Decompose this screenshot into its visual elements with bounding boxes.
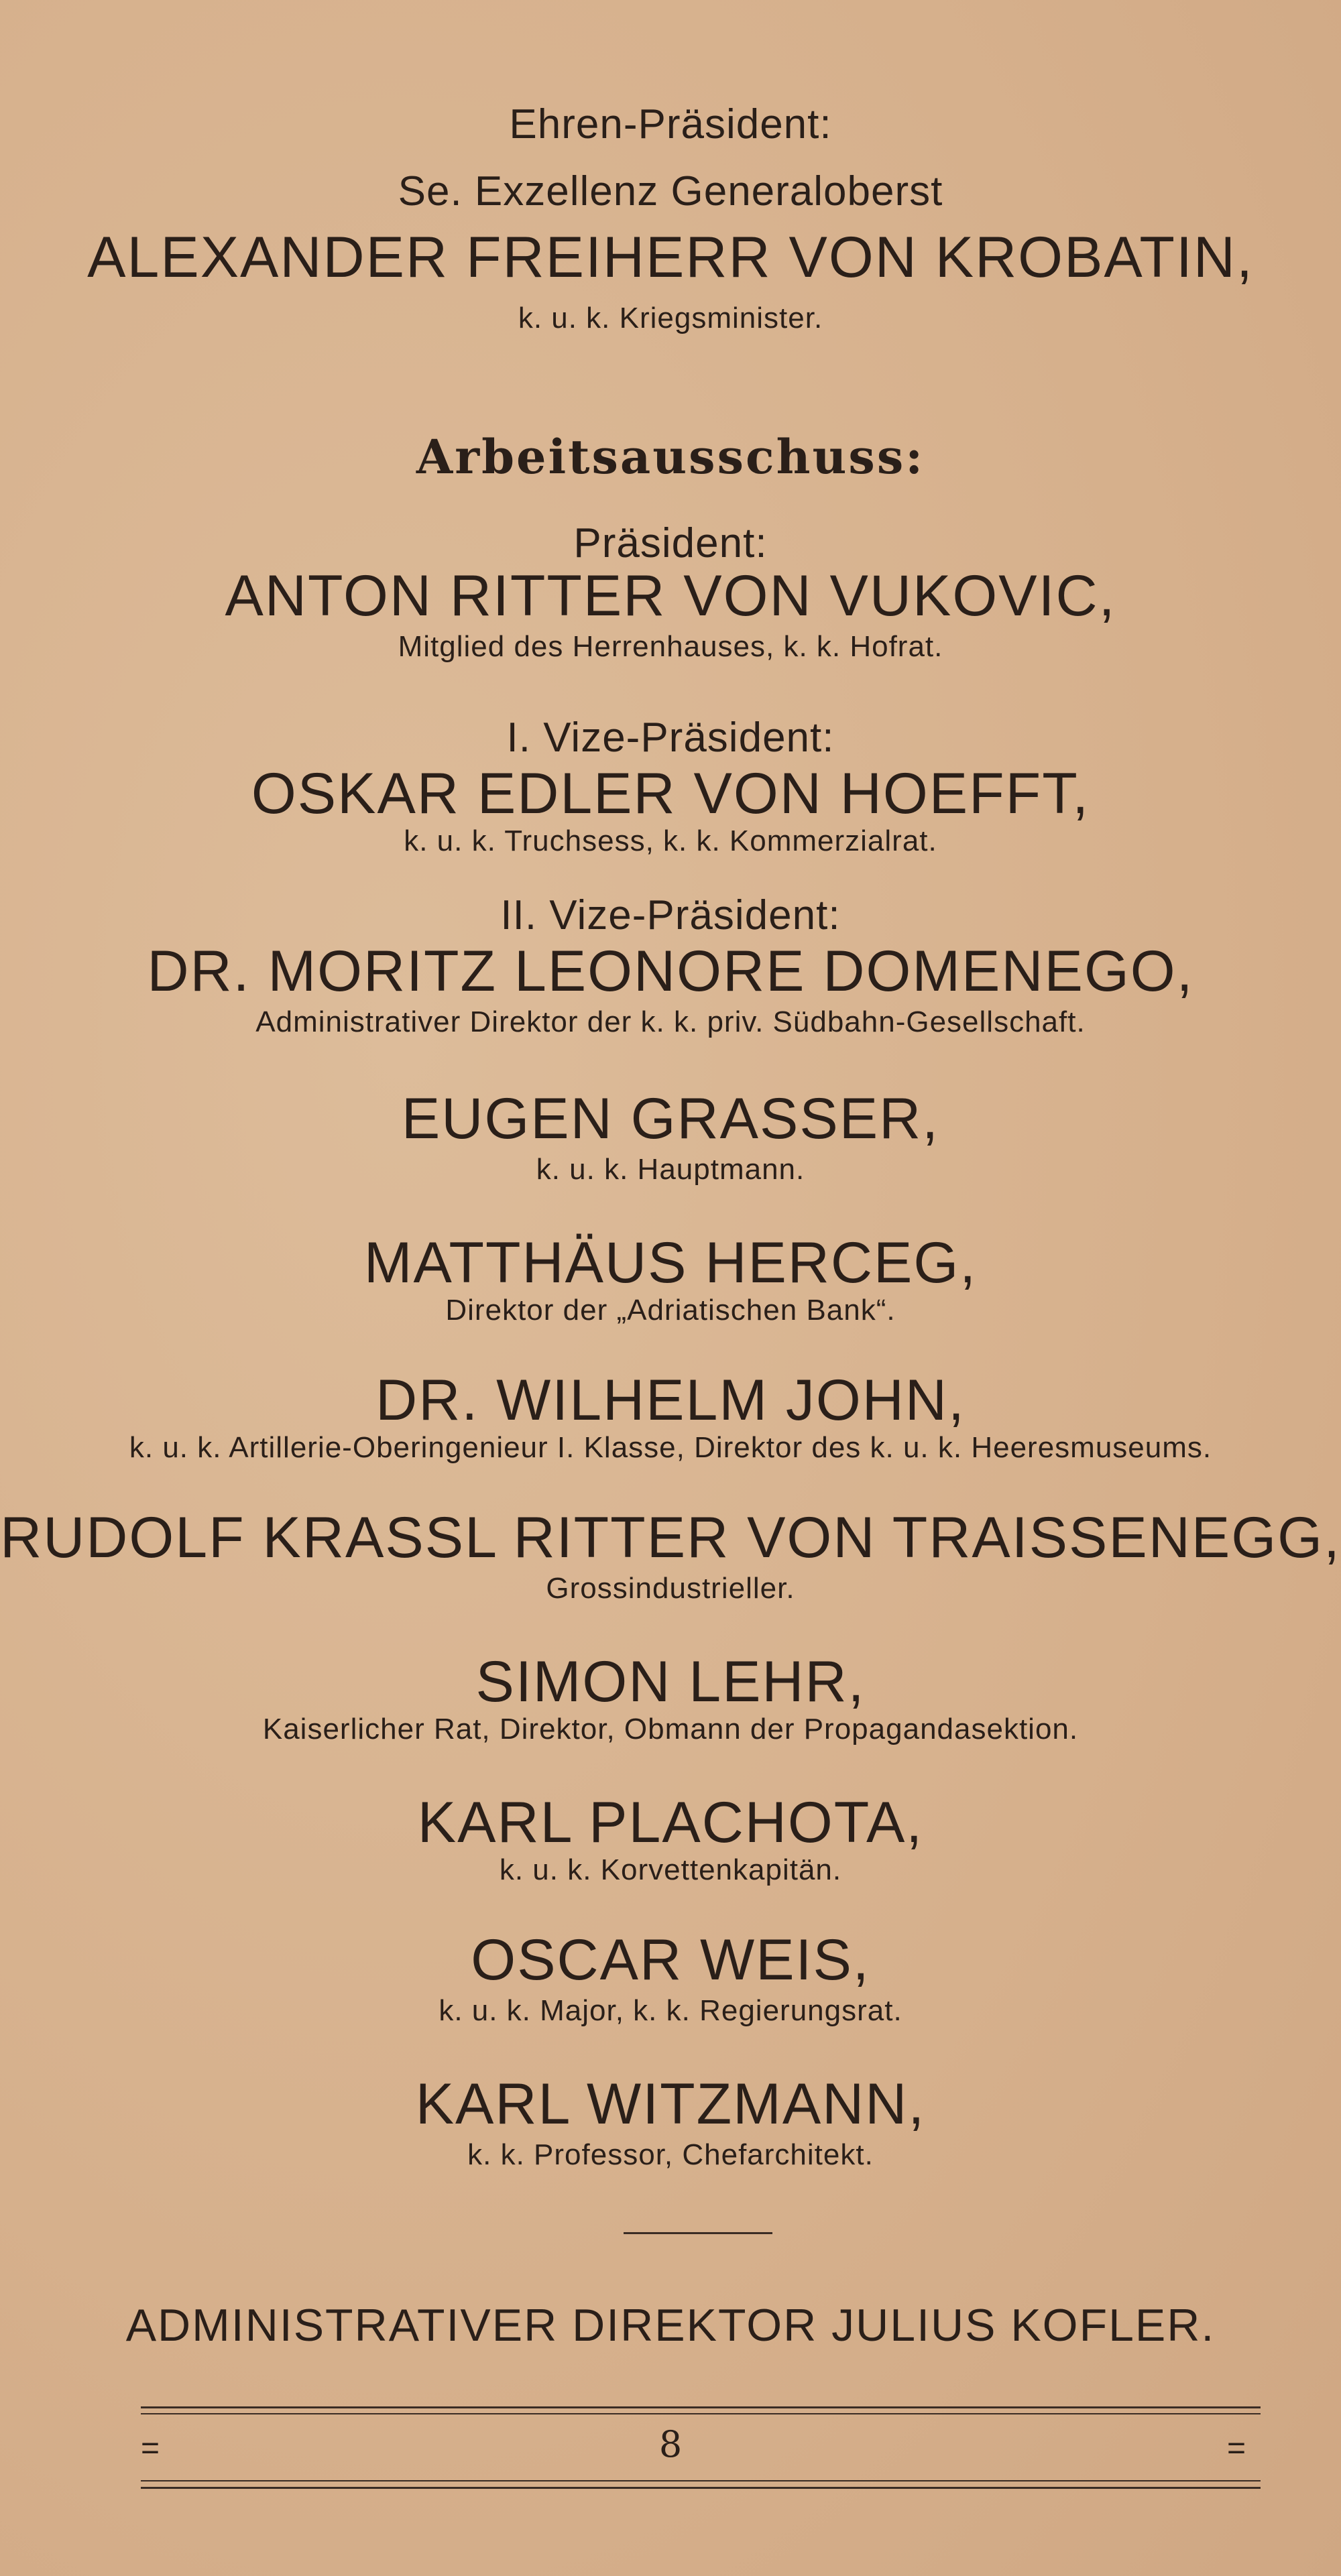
vice1-name: OSKAR EDLER VON HOEFFT, bbox=[251, 761, 1090, 826]
president-name: ANTON RITTER VON VUKOVIC, bbox=[225, 564, 1116, 628]
member-name: RUDOLF KRASSL RITTER VON TRAISSENEGG, bbox=[0, 1506, 1341, 1570]
footer-rule-top bbox=[141, 2406, 1261, 2408]
president-desc: Mitglied des Herrenhauses, k. k. Hofrat. bbox=[398, 630, 943, 663]
member-desc: k. k. Professor, Chefarchitekt. bbox=[467, 2138, 874, 2171]
member-name: KARL WITZMANN, bbox=[415, 2072, 926, 2136]
member-desc: k. u. k. Korvettenkapitän. bbox=[499, 1853, 842, 1886]
member-name: OSCAR WEIS, bbox=[471, 1928, 870, 1992]
page-number: 8 bbox=[658, 2423, 683, 2465]
member-desc: Grossindustrieller. bbox=[546, 1572, 795, 1605]
vice1-desc: k. u. k. Truchsess, k. k. Kommerzialrat. bbox=[404, 824, 937, 857]
section-separator bbox=[624, 2232, 772, 2234]
member-name: MATTHÄUS HERCEG, bbox=[363, 1231, 978, 1295]
vice2-desc: Administrativer Direktor der k. k. priv. Südbahn-Gesellschaft. bbox=[255, 1005, 1086, 1038]
honorary-name: ALEXANDER FREIHERR VON KROBATIN, bbox=[87, 225, 1254, 290]
footer-rule-top-inner bbox=[141, 2413, 1261, 2414]
president-role: Präsident: bbox=[573, 520, 768, 566]
vice2-name: DR. MORITZ LEONORE DOMENEGO, bbox=[147, 939, 1194, 1003]
honorary-role: Ehren-Präsident: bbox=[509, 101, 832, 147]
member-desc: k. u. k. Major, k. k. Regierungsrat. bbox=[439, 1994, 902, 2027]
member-name: EUGEN GRASSER, bbox=[401, 1087, 940, 1151]
member-desc: k. u. k. Hauptmann. bbox=[536, 1153, 805, 1186]
admin-director: ADMINISTRATIVER DIREKTOR JULIUS KOFLER. bbox=[125, 2300, 1216, 2351]
member-name: SIMON LEHR, bbox=[475, 1650, 866, 1714]
footer-rule-bottom bbox=[141, 2487, 1261, 2489]
footer-ornament-right: = bbox=[1227, 2431, 1246, 2466]
member-name: DR. WILHELM JOHN, bbox=[375, 1368, 966, 1432]
honorary-title-line: Se. Exzellenz Generaloberst bbox=[398, 168, 943, 214]
member-desc: Kaiserlicher Rat, Direktor, Obmann der Propagandasektion. bbox=[262, 1713, 1079, 1745]
member-desc: k. u. k. Artillerie-Oberingenieur I. Klasse, Direktor des k. u. k. Heeresmuseums. bbox=[129, 1431, 1212, 1464]
vice1-role: I. Vize-Präsident: bbox=[506, 715, 835, 761]
member-name: KARL PLACHOTA, bbox=[417, 1790, 924, 1855]
footer-rule-bottom-inner bbox=[141, 2480, 1261, 2481]
vice2-role: II. Vize-Präsident: bbox=[500, 892, 841, 938]
committee-heading: Arbeitsausschuss: bbox=[416, 429, 925, 485]
honorary-desc: k. u. k. Kriegsminister. bbox=[518, 302, 823, 334]
footer-ornament-left: = bbox=[141, 2431, 160, 2466]
member-desc: Direktor der „Adriatischen Bank“. bbox=[445, 1294, 896, 1327]
